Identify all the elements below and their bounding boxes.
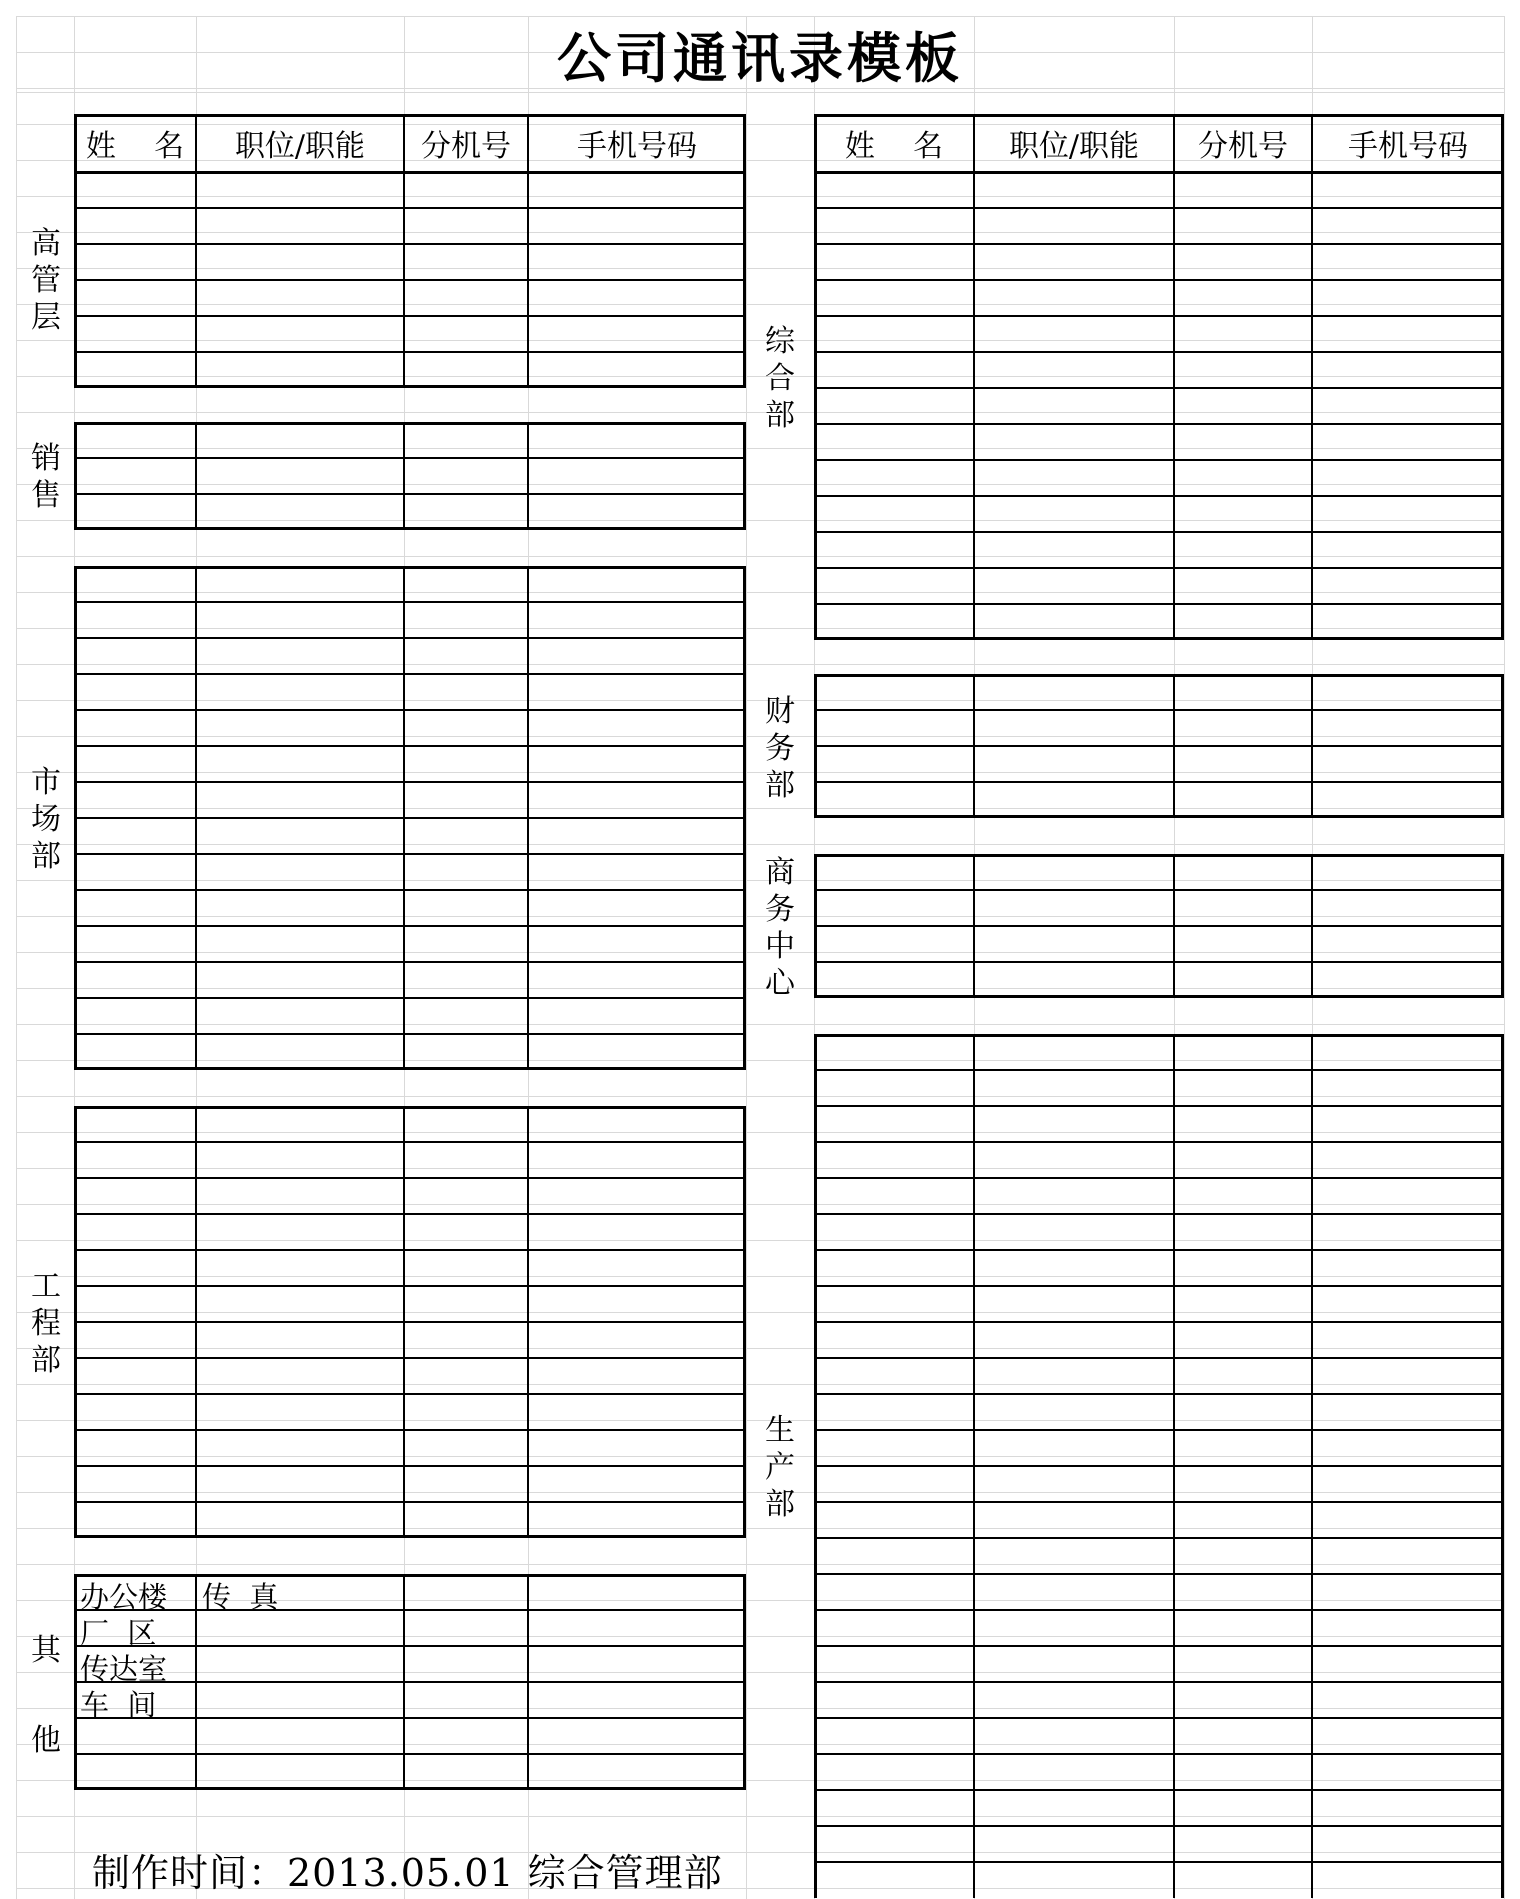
header-name-right: 姓 名 (844, 129, 944, 164)
table-other[interactable] (74, 1574, 746, 1790)
section-label-business-center: 商 务 中 心 (765, 855, 795, 1001)
header-mobile-left: 手机号码 (577, 129, 697, 164)
section-label-executive: 高 管 层 (31, 225, 61, 335)
other-row-reception: 传达室 (80, 1652, 168, 1686)
section-label-sales: 销 售 (31, 441, 61, 513)
table-business-center[interactable] (814, 854, 1504, 998)
page-title: 公司通讯录模板 (557, 26, 963, 90)
header-extension-left: 分机号 (421, 129, 511, 164)
table-engineering[interactable] (74, 1106, 746, 1538)
section-label-engineering: 工 程 部 (31, 1268, 61, 1378)
header-extension-right: 分机号 (1198, 129, 1288, 164)
header-position-right: 职位/职能 (1008, 129, 1140, 164)
other-row-workshop: 车 间 (80, 1688, 157, 1722)
section-label-general-affairs: 综 合 部 (765, 323, 795, 433)
section-label-other-bottom: 他 (31, 1722, 61, 1758)
section-label-finance: 财 务 部 (765, 693, 795, 803)
header-mobile-right: 手机号码 (1348, 129, 1468, 164)
section-label-marketing: 市 场 部 (31, 764, 61, 874)
table-finance[interactable] (814, 674, 1504, 818)
section-label-other-top: 其 (31, 1632, 61, 1668)
table-general-affairs[interactable] (814, 114, 1504, 640)
header-name-left: 姓 名 (85, 129, 185, 164)
section-label-production: 生 产 部 (765, 1413, 795, 1522)
footer-note: 制作时间：2013.05.01 综合管理部 (92, 1851, 723, 1895)
table-sales[interactable] (74, 422, 746, 530)
header-position-left: 职位/职能 (234, 129, 366, 164)
table-marketing[interactable] (74, 566, 746, 1070)
other-row-factory-area: 厂 区 (80, 1616, 157, 1650)
other-row-fax: 传 真 (202, 1580, 279, 1614)
table-production[interactable] (814, 1034, 1504, 1898)
other-row-office-building: 办公楼 (80, 1580, 168, 1614)
